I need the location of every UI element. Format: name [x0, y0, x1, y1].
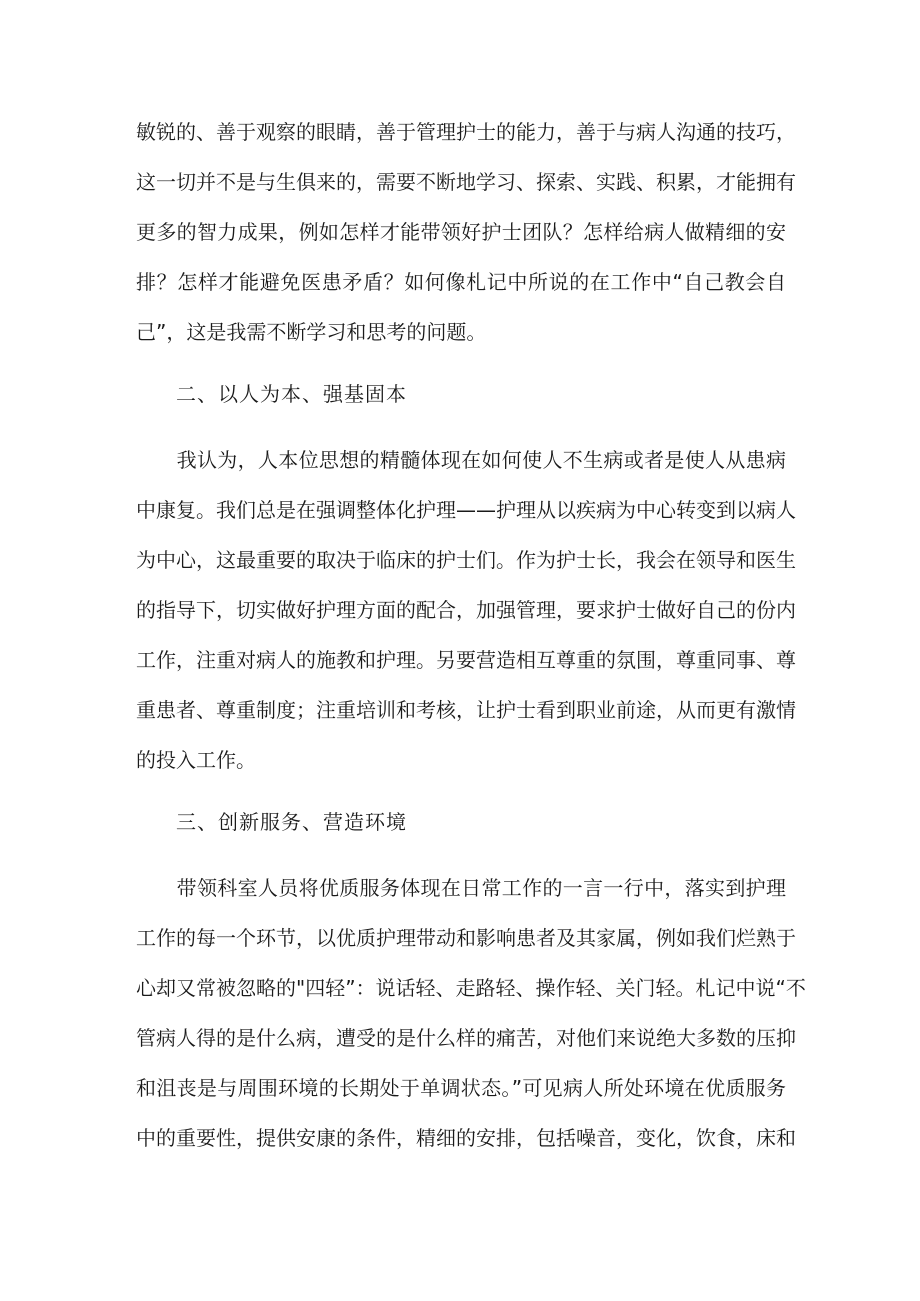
paragraph-3-line-6: 中的重要性，提供安康的条件，精细的安排，包括噪音，变化，饮食，床和: [136, 1126, 796, 1150]
paragraph-3-line-5: 和沮丧是与周围环境的长期处于单调状态。”可见病人所处环境在优质服务: [136, 1076, 786, 1100]
paragraph-3-line-3: 心却又常被忽略的"四轻”：说话轻、走路轻、操作轻、关门轻。札记中说“不: [136, 976, 806, 1000]
paragraph-2-line-2: 中康复。我们总是在强调整体化护理——护理从以疾病为中心转变到以病人: [136, 498, 796, 522]
section-heading-3: 三、创新服务、营造环境: [176, 810, 407, 834]
paragraph-2-line-5: 工作，注重对病人的施教和护理。另要营造相互尊重的氛围，尊重同事、尊: [136, 648, 796, 672]
paragraph-2-line-7: 的投入工作。: [136, 748, 256, 772]
paragraph-2-line-1: 我认为，人本位思想的精髓体现在如何使人不生病或者是使人从患病: [136, 448, 786, 472]
paragraph-1-line-2: 这一切并不是与生俱来的，需要不断地学习、探索、实践、积累，才能拥有: [136, 170, 796, 194]
paragraph-2-line-3: 为中心，这最重要的取决于临床的护士们。作为护士长，我会在领导和医生: [136, 548, 796, 572]
section-heading-2: 二、以人为本、强基固本: [176, 382, 407, 406]
paragraph-3-line-1: 带领科室人员将优质服务体现在日常工作的一言一行中，落实到护理: [136, 876, 786, 900]
paragraph-1-line-3: 更多的智力成果，例如怎样才能带领好护士团队？怎样给病人做精细的安: [136, 220, 786, 244]
paragraph-2-line-4: 的指导下，切实做好护理方面的配合，加强管理，要求护士做好自己的份内: [136, 598, 796, 622]
paragraph-3-line-2: 工作的每一个环节，以优质护理带动和影响患者及其家属，例如我们烂熟于: [136, 926, 796, 950]
paragraph-1-line-5: 己”，这是我需不断学习和思考的问题。: [136, 320, 487, 344]
paragraph-1-line-4: 排？怎样才能避免医患矛盾？如何像札记中所说的在工作中“自己教会自: [136, 270, 786, 294]
paragraph-2-line-6: 重患者、尊重制度；注重培训和考核，让护士看到职业前途，从而更有激情: [136, 698, 796, 722]
paragraph-3-line-4: 管病人得的是什么病，遭受的是什么样的痛苦，对他们来说绝大多数的压抑: [136, 1026, 796, 1050]
paragraph-1-line-1: 敏锐的、善于观察的眼睛，善于管理护士的能力，善于与病人沟通的技巧，: [136, 120, 796, 144]
